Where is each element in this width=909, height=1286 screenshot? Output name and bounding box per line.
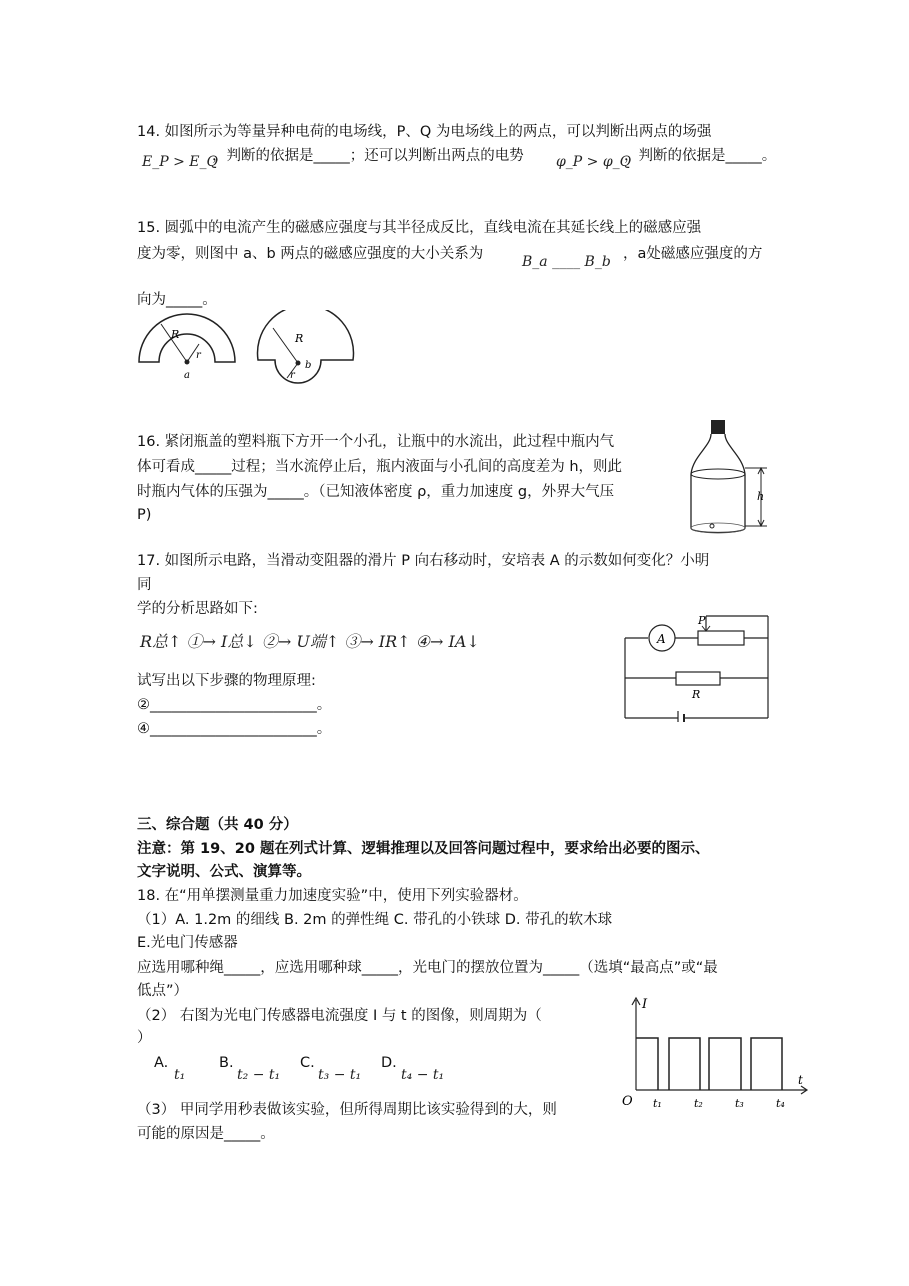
q15-label-R-a: R <box>171 328 180 341</box>
q18-line6: （2） 右图为光电门传感器电流强度 I 与 t 的图像，则周期为（ <box>137 1008 542 1024</box>
q17-blank-2: ②_______________________。 <box>137 697 332 713</box>
q15-label-R-b: R <box>295 332 304 345</box>
q15-label-a: a <box>184 370 190 381</box>
q18-line4: 应选用哪种绳_____，应选用哪种球_____，光电门的摆放位置为_____（选填“最高点”或“最 <box>137 960 718 976</box>
q16-line3: 时瓶内气体的压强为_____。（已知液体密度 ρ，重力加速度 g，外界大气压 <box>137 484 615 500</box>
q14-line1: 14. 如图所示为等量异种电荷的电场线，P、Q 为电场线上的两点，可以判断出两点的场强 <box>137 124 712 140</box>
q17-label-R: R <box>692 688 701 701</box>
q16-bottle-figure <box>685 418 775 538</box>
q18-graph-label-t3: t₃ <box>735 1097 744 1110</box>
q15-line2b: ，a处磁感应强度的方 <box>623 246 763 262</box>
q14-math-potential: φ_P > φ_Q <box>556 154 632 170</box>
q18-graph-label-t4: t₄ <box>776 1097 785 1110</box>
q18-line2: （1）A. 1.2m 的细线 B. 2m 的弹性绳 C. 带孔的小铁球 D. 带孔的软木球 <box>137 912 613 928</box>
q16-line2: 体可看成_____过程；当水流停止后，瓶内液面与小孔间的高度差为 h，则此 <box>137 459 623 475</box>
q14-text2: ，判断的依据是_____。 <box>624 148 777 164</box>
section3-note1: 注意：第 19、20 题在列式计算、逻辑推理以及回答问题过程中，要求给出必要的图示、 <box>137 841 710 857</box>
q15-label-r-b: r <box>290 370 295 381</box>
q14-text1: ，判断的依据是_____；还可以判断出两点的电势 <box>212 148 524 164</box>
q18-graph-label-I: I <box>642 997 648 1012</box>
q18-option-a-math: t₁ <box>174 1067 186 1083</box>
q14-math-field-strength: E_P > E_Q <box>142 154 218 170</box>
q18-graph-label-O: O <box>622 1094 633 1109</box>
q17-line4: 试写出以下步骤的物理原理: <box>137 673 316 689</box>
q15-label-b: b <box>305 360 312 371</box>
q17-line1: 17. 如图所示电路，当滑动变阻器的滑片 P 向右移动时，安培表 A 的示数如何变化？小明 <box>137 553 710 569</box>
q18-option-c-math: t₃ − t₁ <box>318 1067 362 1083</box>
q17-blank-4: ④_______________________。 <box>137 721 332 737</box>
q18-graph-label-t2: t₂ <box>694 1097 703 1110</box>
q18-option-d-math: t₄ − t₁ <box>401 1067 445 1083</box>
q17-circuit-figure <box>620 610 772 722</box>
section3-note2: 文字说明、公式、演算等。 <box>137 864 311 880</box>
q18-graph-label-t1: t₁ <box>653 1097 662 1110</box>
q17-line2: 同 <box>137 577 152 593</box>
q18-graph-label-t: t <box>798 1073 803 1087</box>
q15-line2a: 度为零，则图中 a、b 两点的磁感应强度的大小关系为 <box>137 246 484 262</box>
q18-option-a: A. <box>154 1055 169 1071</box>
q16-line4: P) <box>137 507 152 523</box>
q18-option-b-math: t₂ − t₁ <box>237 1067 281 1083</box>
q15-line3: 向为_____。 <box>137 292 217 308</box>
q17-label-P: P <box>698 614 706 627</box>
q16-line1: 16. 紧闭瓶盖的塑料瓶下方开一个小孔，让瓶中的水流出，此过程中瓶内气 <box>137 434 615 450</box>
section3-title: 三、综合题（共 40 分） <box>137 817 298 833</box>
q15-figure <box>135 310 365 385</box>
q15-label-r-a: r <box>196 350 201 361</box>
q17-label-A: A <box>657 632 666 646</box>
q18-line7: ） <box>137 1030 152 1046</box>
q17-line3: 学的分析思路如下: <box>137 601 258 617</box>
q18-line5: 低点”） <box>137 983 189 999</box>
q18-current-time-graph <box>618 992 813 1114</box>
q18-line9: 可能的原因是_____。 <box>137 1126 275 1142</box>
q17-reasoning-chain: R总↑ ①→ I总↓ ②→ U端↑ ③→ IR↑ ④→ IA↓ <box>140 632 480 651</box>
q18-option-c: C. <box>300 1055 315 1071</box>
q18-option-b: B. <box>219 1055 234 1071</box>
q18-line1: 18. 在“用单摆测量重力加速度实验”中，使用下列实验器材。 <box>137 888 528 904</box>
q18-line8: （3） 甲同学用秒表做该实验，但所得周期比该实验得到的大，则 <box>137 1102 557 1118</box>
q15-math: B_a ____ B_b <box>522 254 611 270</box>
q18-line3: E.光电门传感器 <box>137 935 238 951</box>
q16-label-h: h <box>757 490 765 503</box>
q18-option-d: D. <box>381 1055 397 1071</box>
q15-line1: 15. 圆弧中的电流产生的磁感应强度与其半径成反比，直线电流在其延长线上的磁感应强 <box>137 220 702 236</box>
